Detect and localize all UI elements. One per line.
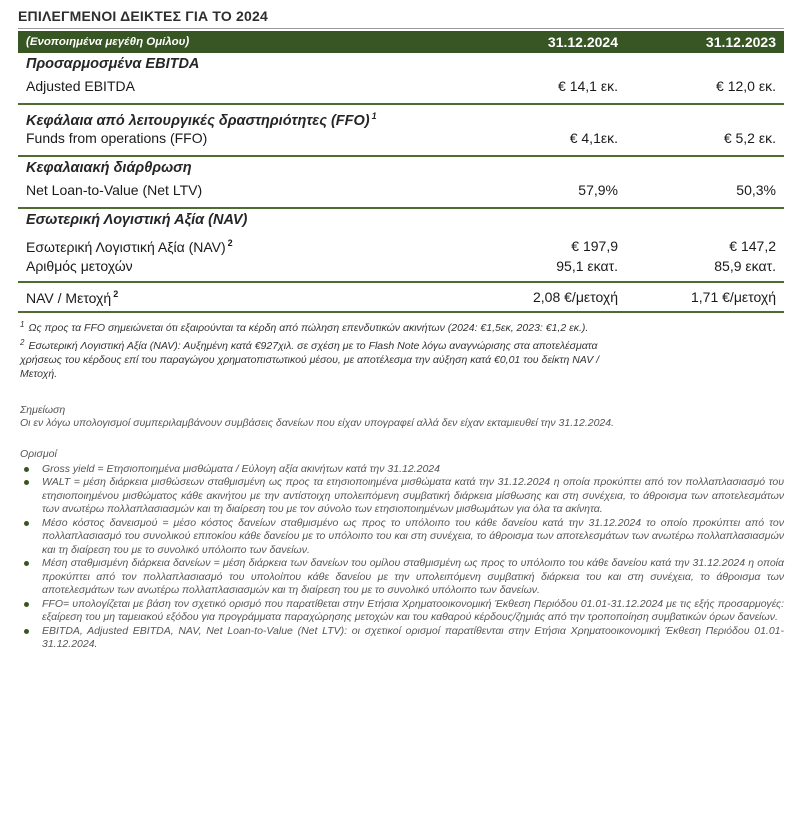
row-label: Adjusted EBITDA bbox=[26, 78, 135, 94]
table-row bbox=[18, 257, 784, 275]
section-title: Κεφάλαια από λειτουργικές δραστηριότητες (FFO) $^1$ bbox=[26, 111, 377, 129]
section-ebitda bbox=[18, 53, 784, 105]
row-label: Αριθμός μετοχών bbox=[26, 258, 133, 274]
definitions-list bbox=[20, 463, 784, 652]
footnote-2-end: Μετοχή. bbox=[20, 368, 58, 380]
remark bbox=[18, 404, 784, 430]
footnote-2: $^2$ Εσωτερική Λογιστική Αξία (NAV): Αυξημένη κατά €927χιλ. σε σχέση με το Flash Note λόγω αναγνώρισης στα αποτελέσματα bbox=[20, 338, 598, 352]
value-2024: € 4,1εκ. bbox=[569, 130, 618, 146]
bullet-icon bbox=[24, 561, 29, 566]
remark-heading: Σημείωση bbox=[20, 404, 66, 416]
page-title: ΕΠΙΛΕΓΜΕΝΟΙ ΔΕΙΚΤΕΣ ΓΙΑ ΤΟ 2024 bbox=[18, 8, 268, 24]
section-capital-structure bbox=[18, 157, 784, 209]
value-2024: 2,08 €/μετοχή bbox=[533, 289, 618, 305]
footnote-1: $^1$ Ως προς τα FFO σημειώνεται ότι εξαιρούνται τα κέρδη από πώληση επενδυτικών ακινήτων (2024: €1,5εκ, 2023: €1,2 εκ.). bbox=[20, 320, 589, 334]
table-row bbox=[18, 179, 784, 201]
definitions-heading: Ορισμοί bbox=[20, 448, 57, 460]
value-2024: 57,9% bbox=[578, 182, 618, 198]
value-2023: € 12,0 εκ. bbox=[716, 78, 776, 94]
row-label: NAV / Μετοχή $^2$ bbox=[26, 288, 119, 306]
footnote-ref: 2 bbox=[227, 237, 233, 248]
header-col-2023: 31.12.2023 bbox=[705, 34, 776, 50]
section-title: Κεφαλαιακή διάρθρωση bbox=[26, 160, 192, 176]
definitions bbox=[18, 448, 784, 652]
row-label: Funds from operations (FFO) bbox=[26, 130, 208, 146]
value-2023: 85,9 εκατ. bbox=[714, 258, 776, 274]
value-2023: € 147,2 bbox=[729, 238, 776, 254]
value-2023: 1,71 €/μετοχή bbox=[691, 289, 776, 305]
section-ffo bbox=[18, 105, 784, 157]
section-title: Εσωτερική Λογιστική Αξία (NAV) bbox=[26, 212, 248, 228]
section-title: Προσαρμοσμένα EBITDA bbox=[26, 56, 200, 72]
value-2024: € 197,9 bbox=[571, 238, 618, 254]
footnote-ref: 2 bbox=[113, 288, 119, 299]
title-divider bbox=[18, 28, 784, 29]
bullet-icon bbox=[24, 480, 29, 485]
header-label: (Ενοποιημένα μεγέθη Ομίλου) bbox=[26, 36, 190, 48]
value-2023: 50,3% bbox=[736, 182, 776, 198]
table-row bbox=[18, 127, 784, 149]
section-nav-per-share bbox=[18, 283, 784, 313]
bullet-icon bbox=[24, 602, 29, 607]
table-row bbox=[18, 235, 784, 257]
header-col-2024: 31.12.2024 bbox=[547, 34, 618, 50]
list-item: EBITDA, Adjusted EBITDA, NAV, Net Loan-to-Value (Net LTV): οι σχετικοί ορισμοί παρατίθενται στην Ετήσια Χρηματοοικονομική Έκθεση Περιόδου 01.01-31.12.2024. bbox=[20, 625, 784, 652]
bullet-icon bbox=[24, 467, 29, 472]
remark-text: Οι εν λόγω υπολογισμοί συμπεριλαμβάνουν συμβάσεις δανείων που είχαν υπογραφεί αλλά δεν είχαν εκταμιευθεί την 31.12.2024. bbox=[20, 417, 615, 429]
list-item: Μέσο κόστος δανεισμού = μέσο κόστος δανείων σταθμισμένο ως προς το υπόλοιπο του κάθε δανείου κατά την 31.12.2024 το οποίο προκύπτει από τον πολλαπλασιασμό του συνολικού επιτοκίου κάθε δανείου με το υπόλοιπο του και στη συνέχεια, το άθροισμα των αποτελεσμάτων των ανωτέρω πολλαπλασιασμών και τη διαίρεση του με το συνολικό υπόλοιπο των δανείων. bbox=[20, 517, 784, 558]
bullet-icon bbox=[24, 629, 29, 634]
table-header bbox=[18, 31, 784, 53]
row-label: Net Loan-to-Value (Net LTV) bbox=[26, 182, 203, 198]
bullet-icon bbox=[24, 521, 29, 526]
table-row bbox=[18, 283, 784, 311]
section-nav bbox=[18, 209, 784, 283]
table-row bbox=[18, 75, 784, 97]
list-item: FFO= υπολογίζεται με βάση τον σχετικό ορισμό που παρατίθεται στην Ετήσια Χρηματοοικονομική Έκθεση Περιόδου 01.01-31.12.2024 με τις εξής προσαρμογές: εξαίρεση του μη ταμειακού εξόδου για προγράμματα παραχώρησης μετοχών και του καθαρού κέρδους/ζημιάς από την τροποποίηση συμβατικών όρων δανείων. bbox=[20, 598, 784, 625]
value-2024: 95,1 εκατ. bbox=[556, 258, 618, 274]
value-2023: € 5,2 εκ. bbox=[723, 130, 776, 146]
list-item: WALT = μέση διάρκεια μισθώσεων σταθμισμένη ως προς τα ετησιοποιημένα μισθώματα κατά την 31.12.2024 η οποία προκύπτει από τον πολλαπλασιασμό του ετησιοποιημένου μισθώματος κάθε ακινήτου με την αντίστοιχη υπολειπόμενη συμβατική διάρκεια μίσθωσης και στη συνέχεια, το άθροισμα των αποτελεσμάτων των ανωτέρω πολλαπλασιασμών και τη διαίρεση του με τον σύνολο των ετησιοποιημένων μισθωμάτων για όλα τα ακίνητα. bbox=[20, 476, 784, 517]
list-item: Gross yield = Ετησιοποιημένα μισθώματα / Εύλογη αξία ακινήτων κατά την 31.12.2024 bbox=[20, 463, 784, 477]
value-2024: € 14,1 εκ. bbox=[558, 78, 618, 94]
footnote-ref: 1 bbox=[371, 111, 377, 121]
row-label: Εσωτερική Λογιστική Αξία (NAV) $^2$ bbox=[26, 237, 233, 255]
footnote-2-cont: χρήσεως του κέρδους επί του παραγώγου χρηματοπιστωτικού μέσου, με αποτέλεσμα την αύξηση κατά €0,01 του δείκτη NAV / bbox=[20, 354, 600, 366]
indicators-document bbox=[18, 0, 784, 652]
list-item: Μέση σταθμισμένη διάρκεια δανείων = μέση διάρκεια των δανείων του ομίλου σταθμισμένη ως προς το υπόλοιπο του κάθε δανείου κατά την 31.12.2024 η οποία προκύπτει από τον πολλαπλασιασμό του υπολοίπου κάθε δανείου με την υπολειπόμενη συμβατική διάρκεια του και στη συνέχεια, το άθροισμα των αποτελεσμάτων των ανωτέρω πολλαπλασιασμών και τη διαίρεση του με το συνολικό υπόλοιπο των δανείων. bbox=[20, 557, 784, 598]
footnotes bbox=[18, 318, 784, 381]
